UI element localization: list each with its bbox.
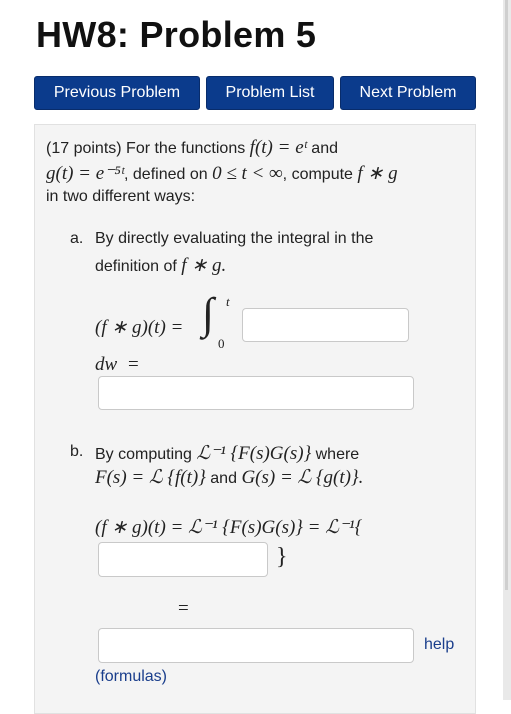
- part-a-result-input[interactable]: [98, 376, 414, 410]
- part-a-label: a.: [70, 230, 84, 247]
- part-a-text-line2: [95, 254, 226, 277]
- integrand-input[interactable]: [242, 308, 409, 342]
- dw-equals: =: [127, 354, 139, 375]
- part-b-result-input[interactable]: [98, 628, 414, 663]
- and-text: and: [311, 140, 338, 157]
- closing-brace: }: [276, 544, 288, 570]
- previous-problem-button[interactable]: Previous Problem: [34, 76, 200, 110]
- dw-text: dw: [95, 354, 118, 375]
- f-definition: f(t) = eᵗ: [249, 137, 307, 158]
- part-a-dw: [95, 354, 139, 376]
- next-problem-button[interactable]: Next Problem: [340, 76, 476, 110]
- F-definition: F(s) = ℒ {f(t)}: [95, 467, 206, 488]
- integral-sign: ∫: [202, 289, 215, 338]
- help-link[interactable]: help: [424, 636, 455, 653]
- part-a-definition-text: definition of: [95, 258, 177, 275]
- page-scrollbar[interactable]: [503, 0, 511, 700]
- problem-list-button[interactable]: Problem List: [206, 76, 334, 110]
- part-b-text-line1: [95, 442, 359, 465]
- part-a-text-line1: By directly evaluating the integral in the: [95, 230, 374, 247]
- convolution-symbol: f ∗ g: [357, 163, 398, 184]
- domain-expression: 0 ≤ t < ∞: [212, 163, 283, 184]
- problem-intro-line1: [46, 137, 338, 159]
- problem-panel: [34, 124, 476, 714]
- part-b-equation: (f ∗ g)(t) = ℒ⁻¹ {F(s)G(s)} = ℒ⁻¹{: [95, 517, 363, 538]
- integral-upper-limit: t: [226, 294, 230, 309]
- part-a-lhs: (f ∗ g)(t) =: [95, 317, 184, 338]
- page-title: HW8: Problem 5: [36, 14, 317, 55]
- where-text: where: [315, 446, 360, 463]
- formulas-link[interactable]: (formulas): [95, 668, 168, 685]
- G-definition: G(s) = ℒ {g(t)}.: [241, 467, 364, 488]
- inverse-laplace-expression: ℒ⁻¹ {F(s)G(s)}: [196, 443, 312, 464]
- problem-intro-line3: in two different ways:: [46, 188, 196, 205]
- part-b-equals: =: [178, 598, 189, 619]
- part-a-convolution: f ∗ g.: [181, 255, 227, 276]
- by-computing-text: By computing: [95, 446, 192, 463]
- compute-text: , compute: [282, 166, 353, 183]
- defined-on-text: , defined on: [124, 166, 208, 183]
- part-b-label: b.: [70, 443, 84, 460]
- part-b-text-line2: [95, 466, 363, 489]
- points-text: (17 points) For the functions: [46, 140, 246, 157]
- problem-intro-line2: [46, 162, 398, 185]
- and-text-2: and: [210, 470, 237, 487]
- g-definition: g(t) = e⁻⁵ᵗ: [46, 163, 125, 184]
- integral-lower-limit: 0: [218, 336, 225, 351]
- laplace-input[interactable]: [98, 542, 268, 577]
